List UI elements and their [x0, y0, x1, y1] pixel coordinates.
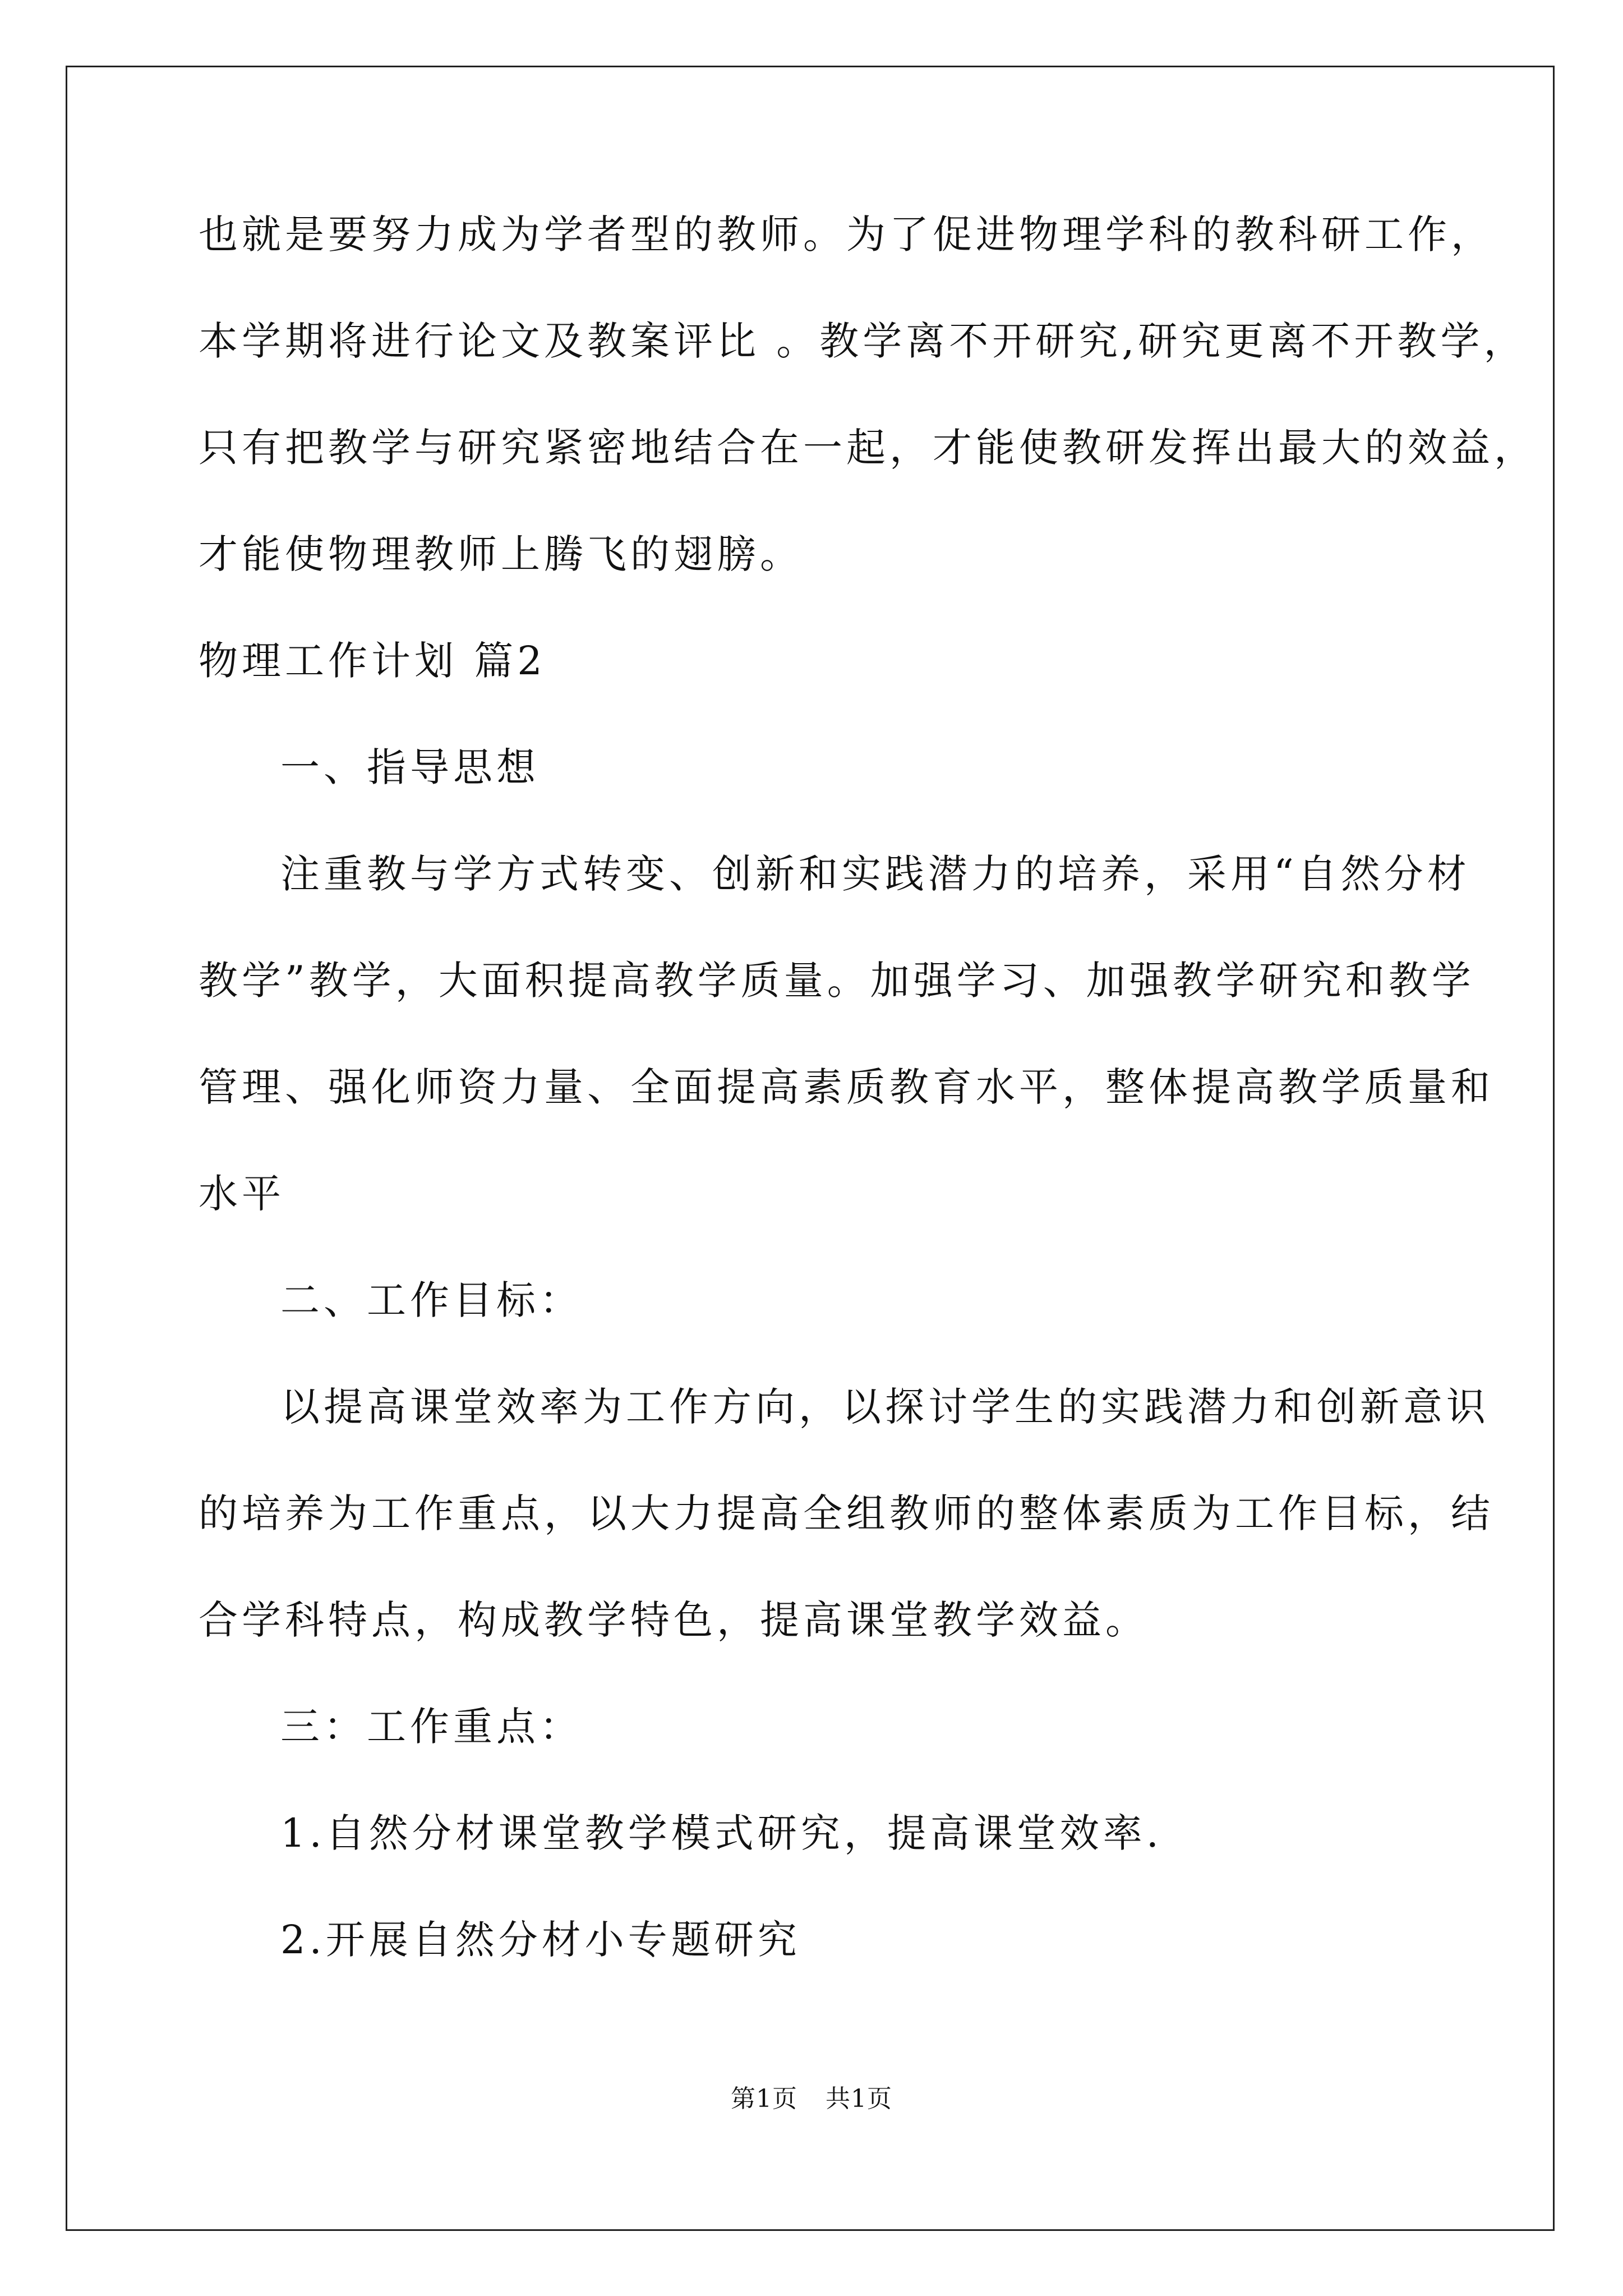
body-line-14: 合学科特点，构成教学特色，提高课堂教学效益。: [199, 1597, 1149, 1643]
page-border: [66, 66, 1555, 2231]
body-line-12: 以提高课堂效率为工作方向，以探讨学生的实践潜力和创新意识: [280, 1384, 1490, 1430]
subheading-work-goals: 二、工作目标：: [280, 1277, 583, 1323]
body-line-10: 水平: [199, 1171, 285, 1217]
body-line-9: 管理、强化师资力量、全面提高素质教育水平，整体提高教学质量和: [199, 1064, 1494, 1110]
list-item-2: 2.开展自然分材小专题研究: [280, 1917, 801, 1963]
body-line-1: 也就是要努力成为学者型的教师。为了促进物理学科的教科研工作，: [199, 211, 1494, 257]
body-line-4: 才能使物理教师上腾飞的翅膀。: [199, 531, 803, 577]
body-line-13: 的培养为工作重点，以大力提高全组教师的整体素质为工作目标，结: [199, 1490, 1494, 1536]
list-item-1: 1.自然分材课堂教学模式研究，提高课堂效率.: [280, 1810, 1163, 1856]
body-line-7: 注重教与学方式转变、创新和实践潜力的培养，采用“自然分材: [280, 851, 1470, 897]
page-total: 共1页: [826, 2085, 892, 2113]
section-heading: 物理工作计划 篇2: [199, 638, 546, 684]
subheading-work-focus: 三：工作重点：: [280, 1704, 583, 1750]
body-line-2: 本学期将进行论文及教案评比 。教学离不开研究,研究更离不开教学，: [199, 318, 1527, 364]
page-footer: [0, 2082, 1623, 2116]
page-number: 第1页: [731, 2085, 797, 2113]
subheading-guiding-ideology: 一、指导思想: [280, 744, 540, 790]
body-line-3: 只有把教学与研究紧密地结合在一起，才能使教研发挥出最大的效益，: [199, 425, 1537, 471]
body-line-8: 教学”教学，大面积提高教学质量。加强学习、加强教学研究和教学: [199, 958, 1475, 1004]
